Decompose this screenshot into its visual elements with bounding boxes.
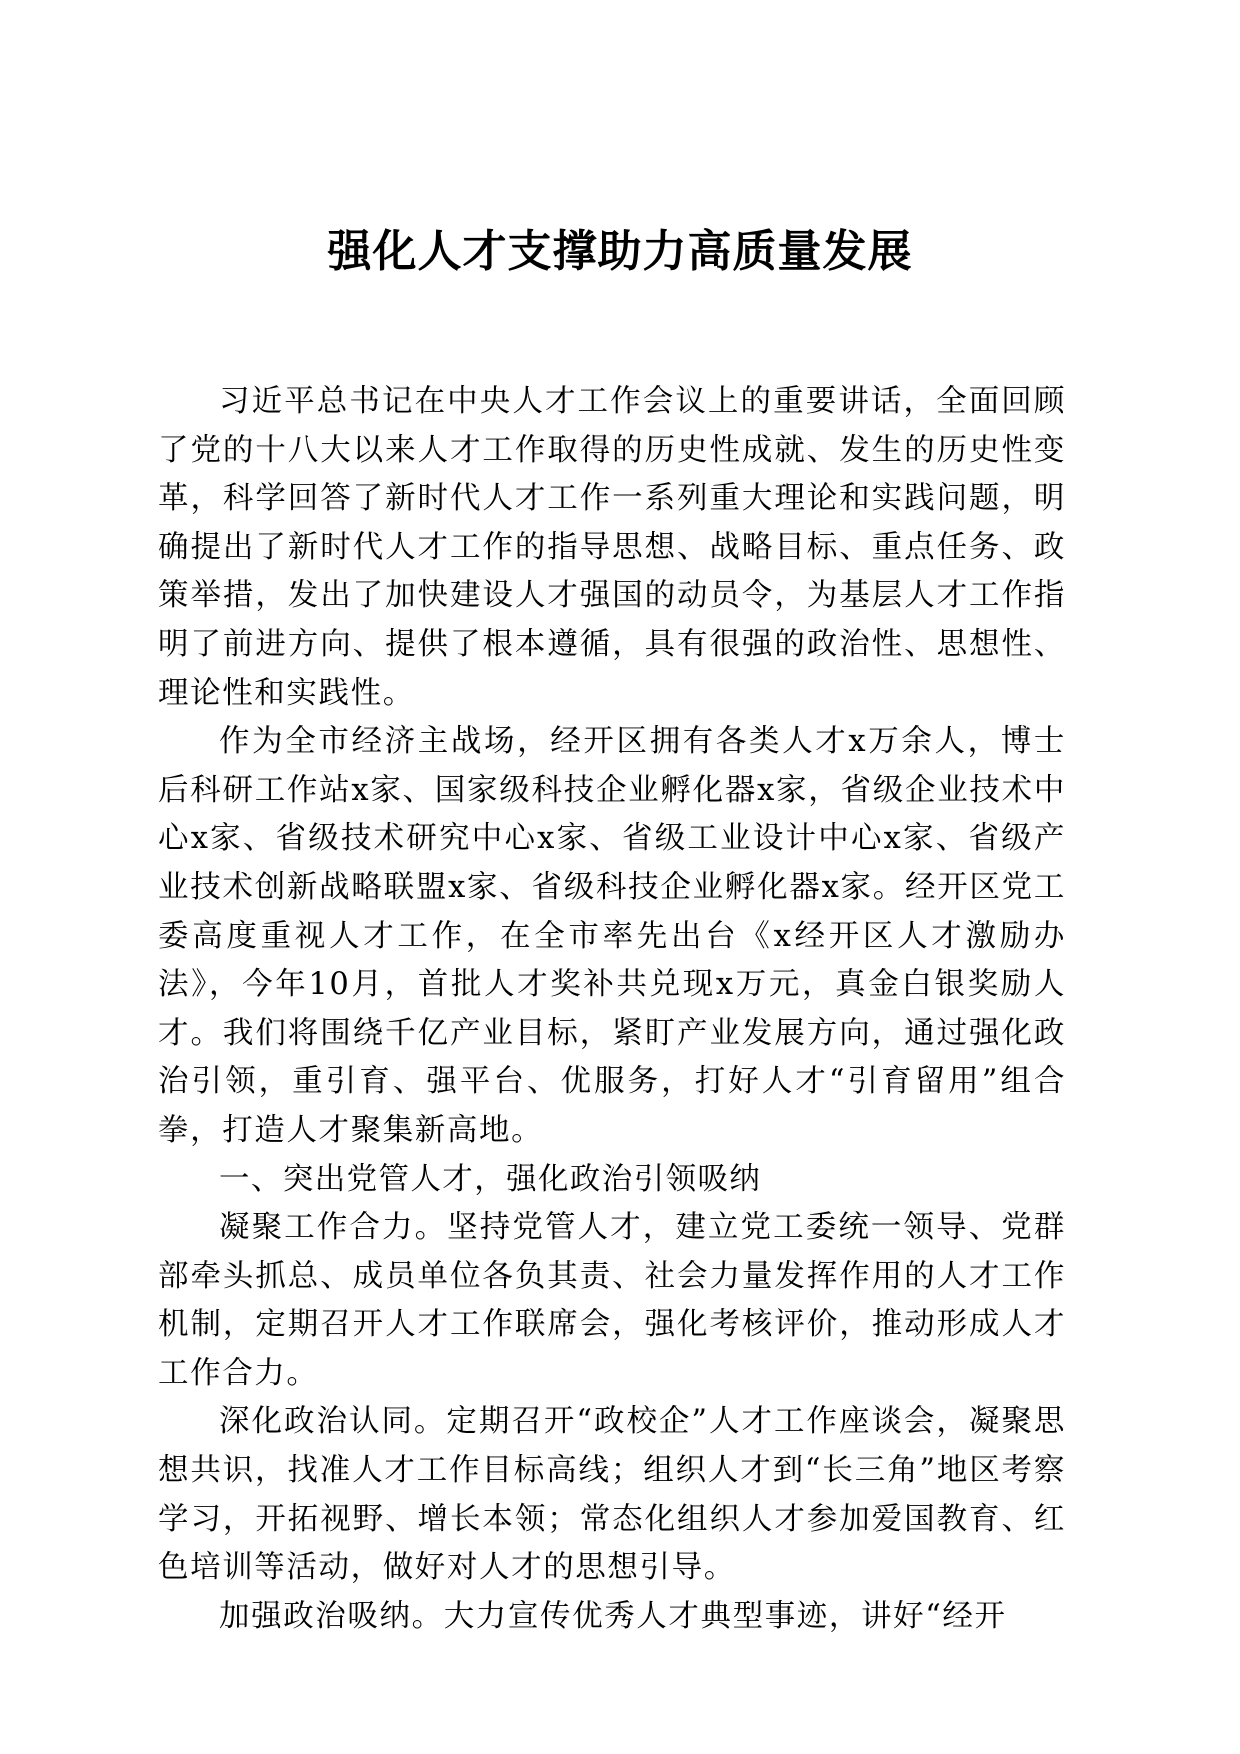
- section-heading: 一、突出党管人才，强化政治引领吸纳: [219, 1161, 762, 1197]
- paragraph-cohesion: 凝聚工作合力。坚持党管人才，建立党工委统一领导、党群部牵头抓总、成员单位各负其责、社会力量发挥作用的人才工作机制，定期召开人才工作联席会，强化考核评价，推动形成人才工作合力。: [158, 1210, 1066, 1391]
- paragraph-political-identity: 深化政治认同。定期召开“政校企”人才工作座谈会，凝聚思想共识，找准人才工作目标高线；组织人才到“长三角”地区考察学习，开拓视野、增长本领；常态化组织人才参加爱国教育、红色培训等活动，做好对人才的思想引导。: [158, 1404, 1066, 1586]
- overview-paragraph: 作为全市经济主战场，经开区拥有各类人才x万余人，博士后科研工作站x家、国家级科技企业孵化器x家，省级企业技术中心x家、省级技术研究中心x家、省级工业设计中心x家、省级产业技术创新战略联盟x家、省级科技企业孵化器x家。经开区党工委高度重视人才工作，在全市率先出台《x经开区人才激励办法》，今年10月，首批人才奖补共兑现x万元，真金白银奖励人才。我们将围绕千亿产业目标，紧盯产业发展方向，通过强化政治引领，重引育、强平台、优服务，打好人才“引育留用”组合拳，打造人才聚集新高地。: [158, 724, 1066, 1148]
- document-body: [158, 378, 1066, 1641]
- intro-paragraph: 习近平总书记在中央人才工作会议上的重要讲话，全面回顾了党的十八大以来人才工作取得的历史性成就、发生的历史性变革，科学回答了新时代人才工作一系列重大理论和实践问题，明确提出了新时代人才工作的指导思想、战略目标、重点任务、政策举措，发出了加快建设人才强国的动员令，为基层人才工作指明了前进方向、提供了根本遵循，具有很强的政治性、思想性、理论性和实践性。: [158, 384, 1066, 711]
- paragraph-political-absorption: 加强政治吸纳。大力宣传优秀人才典型事迹，讲好“经开: [219, 1598, 1007, 1634]
- document-title: 强化人才支撑助力高质量发展: [327, 226, 913, 277]
